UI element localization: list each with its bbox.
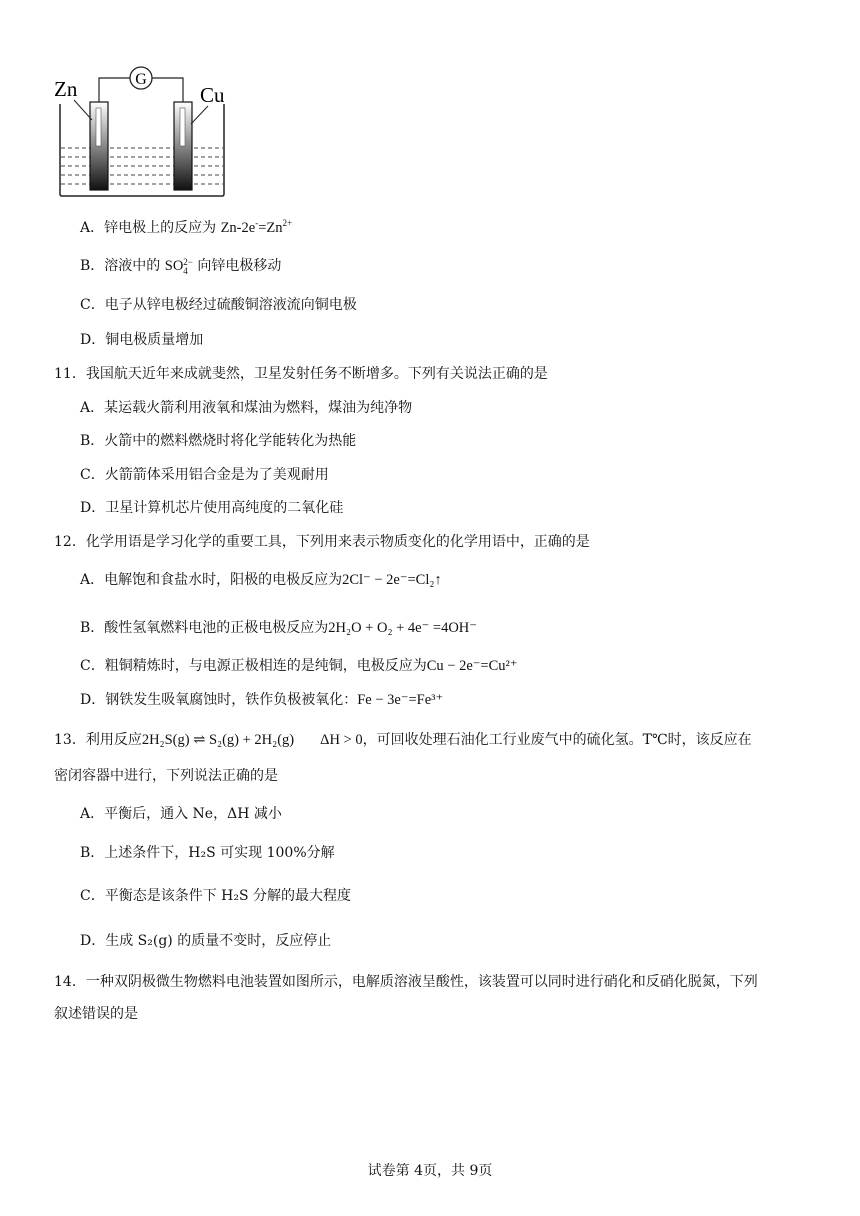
q13-stem-line2: 密闭容器中进行，下列说法正确的是 xyxy=(54,768,278,784)
q10-option-b: B．溶液中的 SO 2− 4 向锌电极移动 xyxy=(80,256,282,276)
q13-equation: 2H₂S(g) ⇌ S₂(g) + 2H₂(g) xyxy=(141,732,295,748)
q10-option-c: C．电子从锌电极经过硫酸铜溶液流向铜电极 xyxy=(80,297,357,313)
q11-option-b: B．火箭中的燃料燃烧时将化学能转化为热能 xyxy=(80,433,357,449)
q14-stem: 14．一种双阴极微生物燃料电池装置如图所示，电解质溶液呈酸性，该装置可以同时进行硝化和反硝化脱氮，下列 xyxy=(54,974,758,990)
q11-option-a: A．某运载火箭利用液氧和煤油为燃料，煤油为纯净物 xyxy=(80,400,413,416)
q10-option-d: D．铜电极质量增加 xyxy=(80,332,204,348)
q13-option-a: A．平衡后，通入 Ne，ΔH 减小 xyxy=(80,806,282,822)
q11-option-d: D．卫星计算机芯片使用高纯度的二氧化硅 xyxy=(80,500,344,516)
q11-stem: 11．我国航天近年来成就斐然，卫星发射任务不断增多。下列有关说法正确的是 xyxy=(54,366,548,382)
q12-option-d: D．钢铁发生吸氧腐蚀时，铁作负极被氧化：Fe − 3e⁻=Fe³⁺ xyxy=(80,692,444,708)
q11-option-c: C．火箭箭体采用铝合金是为了美观耐用 xyxy=(80,467,329,483)
q14-stem-line2: 叙述错误的是 xyxy=(54,1006,138,1022)
q13-option-d: D．生成 S₂(g) 的质量不变时，反应停止 xyxy=(80,933,332,949)
q12-option-c: C．粗铜精炼时，与电源正极相连的是纯铜，电极反应为Cu − 2e⁻=Cu²⁺ xyxy=(80,658,518,674)
q12-option-a: A．电解饱和食盐水时，阳极的电极反应为2Cl⁻ − 2e⁻=Cl₂↑ xyxy=(80,572,442,588)
q12-option-b: B．酸性氢氧燃料电池的正极电极反应为2H₂O + O₂ + 4e⁻ =4OH⁻ xyxy=(80,620,477,636)
cu-label: Cu xyxy=(200,83,225,107)
q10-option-a: A．锌电极上的反应为 $Zn-2e^-=Zn^{2+}$ xyxy=(80,218,293,236)
galvanometer-label: G xyxy=(135,71,147,88)
q13-delta: ΔH > 0 xyxy=(320,732,363,748)
zn-label: Zn xyxy=(54,77,78,101)
q13-stem: 13．利用反应2H₂S(g) ⇌ S₂(g) + 2H₂(g) ΔH > 0，可回收处理石油化工行业废气中的硫化氢。T℃时，该反应在 xyxy=(54,732,752,748)
q13-option-c: C．平衡态是该条件下 H₂S 分解的最大程度 xyxy=(80,888,352,904)
q13-option-b: B．上述条件下，H₂S 可实现 100%分解 xyxy=(80,845,335,861)
q12-stem: 12．化学用语是学习化学的重要工具，下列用来表示物质变化的化学用语中，正确的是 xyxy=(54,534,590,550)
page-footer: 试卷第 4页，共 9页 xyxy=(367,1163,493,1179)
